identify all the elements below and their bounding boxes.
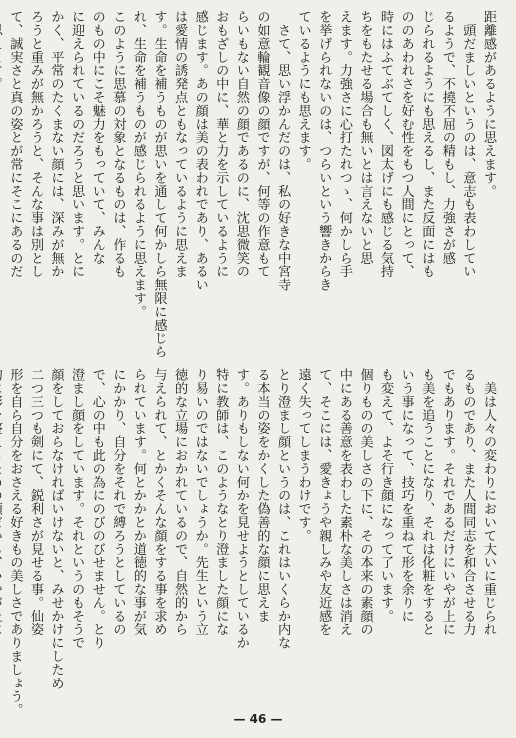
upper-text-column: は愛情の誘発点ともなっているように思えま [172,10,188,278]
upper-text-column: を挙げられないのは、つらいという響きからき [316,10,332,292]
upper-text-column: このように思慕の対象となるものは、作るも [110,10,126,278]
lower-text-column: 澄まし顔をしています。それというのもそうで [69,368,85,650]
upper-text-column: の如意輪観音像の顔ですが、何等の作意もて [254,10,270,278]
lower-text-column: るものであり、また人間同志を和合させる力 [460,368,476,636]
upper-text-column: 時にはふてぶてしく、図太げにも感じる気持 [378,10,394,278]
lower-text-column: 形を自ら自分をおさえる好きもの美しさでありましょう。 [7,368,23,717]
upper-text-column: かく、平常のたくまない顔には、深みが無か [48,10,64,278]
lower-text-column: られています。何とかかとか道徳的な事が気 [130,368,146,636]
upper-text-column: ののあわれさを好む性をもつ人間にとって、 [398,10,414,278]
lower-text-column: も美を追うことになり、それは化粧をすると [419,368,435,636]
lower-text-column: 二つ三つも剣にて、鋭利さが見せる事。仙姿 [27,368,43,636]
lower-text-column: でもあります。それであるだけにいやが上に [439,368,455,636]
upper-text-column: おもざしの中に、華と力を示しているように [213,10,229,278]
lower-text-column: いう事になって、技巧を重ねて形を余りに [398,368,414,623]
lower-text-column: にかかり、自分をそれで縛ろうとしているの [110,368,126,636]
upper-text-column: ちをもたせる場合も無いとは言えないと思 [357,10,373,265]
upper-text-column: さて、思い浮かんだのは、私の好きな中宮寺 [275,10,291,292]
lower-text-column: 顔をしておらなければいけないと、みせかけにしため [48,368,64,690]
upper-text-column: に迎えられているのだろうと思います。とに [69,10,85,278]
lower-text-column: す。ありもしない何かを見せようとしているか [233,368,249,650]
upper-text-column: 感じます。あの顔は美の表われであり、あるい [192,10,208,292]
lower-text-column: 徳的な立場におかれているので、自然的から [172,368,188,636]
page-number: — 46 — [233,712,283,726]
upper-text-column: ているようにも思えます。 [295,10,311,171]
lower-text-block [0,368,498,717]
upper-text-column: のもの中にこそ魅力をもっていて、みんな [89,10,105,265]
lower-text-column: 遠く失ってしまうわけです。 [295,368,311,543]
lower-text-column: 個りものの美しさの下に、その本来の素顔の [357,368,373,636]
lower-text-column: 中にある善意を表わした素朴な美しさは消え [336,368,352,636]
lower-text-column: 美は人々の変わりにおいて大いに重じられ [481,368,496,636]
lower-text-column: て、そこには、愛きょうや親しみや友近感を [316,368,332,636]
upper-text-column: らいもない自然の顔であるのに、沈思微笑の [233,10,249,278]
upper-text-block [0,10,498,359]
upper-text-column: て、誠実さと真の姿とが常にそこにあるのだ [7,10,23,278]
upper-text-column: るようで、不撓不屈の精もし、力強さが感 [439,10,455,265]
upper-text-column: 頭だましいというのは、意志も表わしてい [460,10,476,278]
upper-text-column: 距離感があるように思えます。 [481,10,496,198]
lower-text-column: 特に教師は、このようなとり澄ました顔にな [213,368,229,636]
lower-text-column: 与えられて、とかくそんな顔をする事を求め [151,368,167,636]
upper-text-column: す。生命を補うものが思いを通して何かしら無限に感じら [151,10,167,359]
upper-text-column: じられるようにも思えるし、また反面にはも [419,10,435,278]
lower-text-column: とり澄まし顔というのは、これはいくらか内な [275,368,291,650]
lower-text-column: も変えて、よそ行き顔になって了います。 [378,368,394,623]
lower-text-column: る本当の姿をかくした偽善的な顔に思えま [254,368,270,623]
lower-text-column: り易いのではないでしょうか。先生という立 [192,368,208,636]
upper-text-column: れ、生命を補うものが感じられるように思えます。 [130,10,146,319]
upper-text-column: ろうと重みが無かろうと、そんな事は別とし [27,10,43,278]
upper-text-column: えます。力強さに心打たれつゝ、何かしら手 [336,10,352,278]
lower-text-column: で、心の中も此の為にのびのびせません。とり [89,368,105,650]
